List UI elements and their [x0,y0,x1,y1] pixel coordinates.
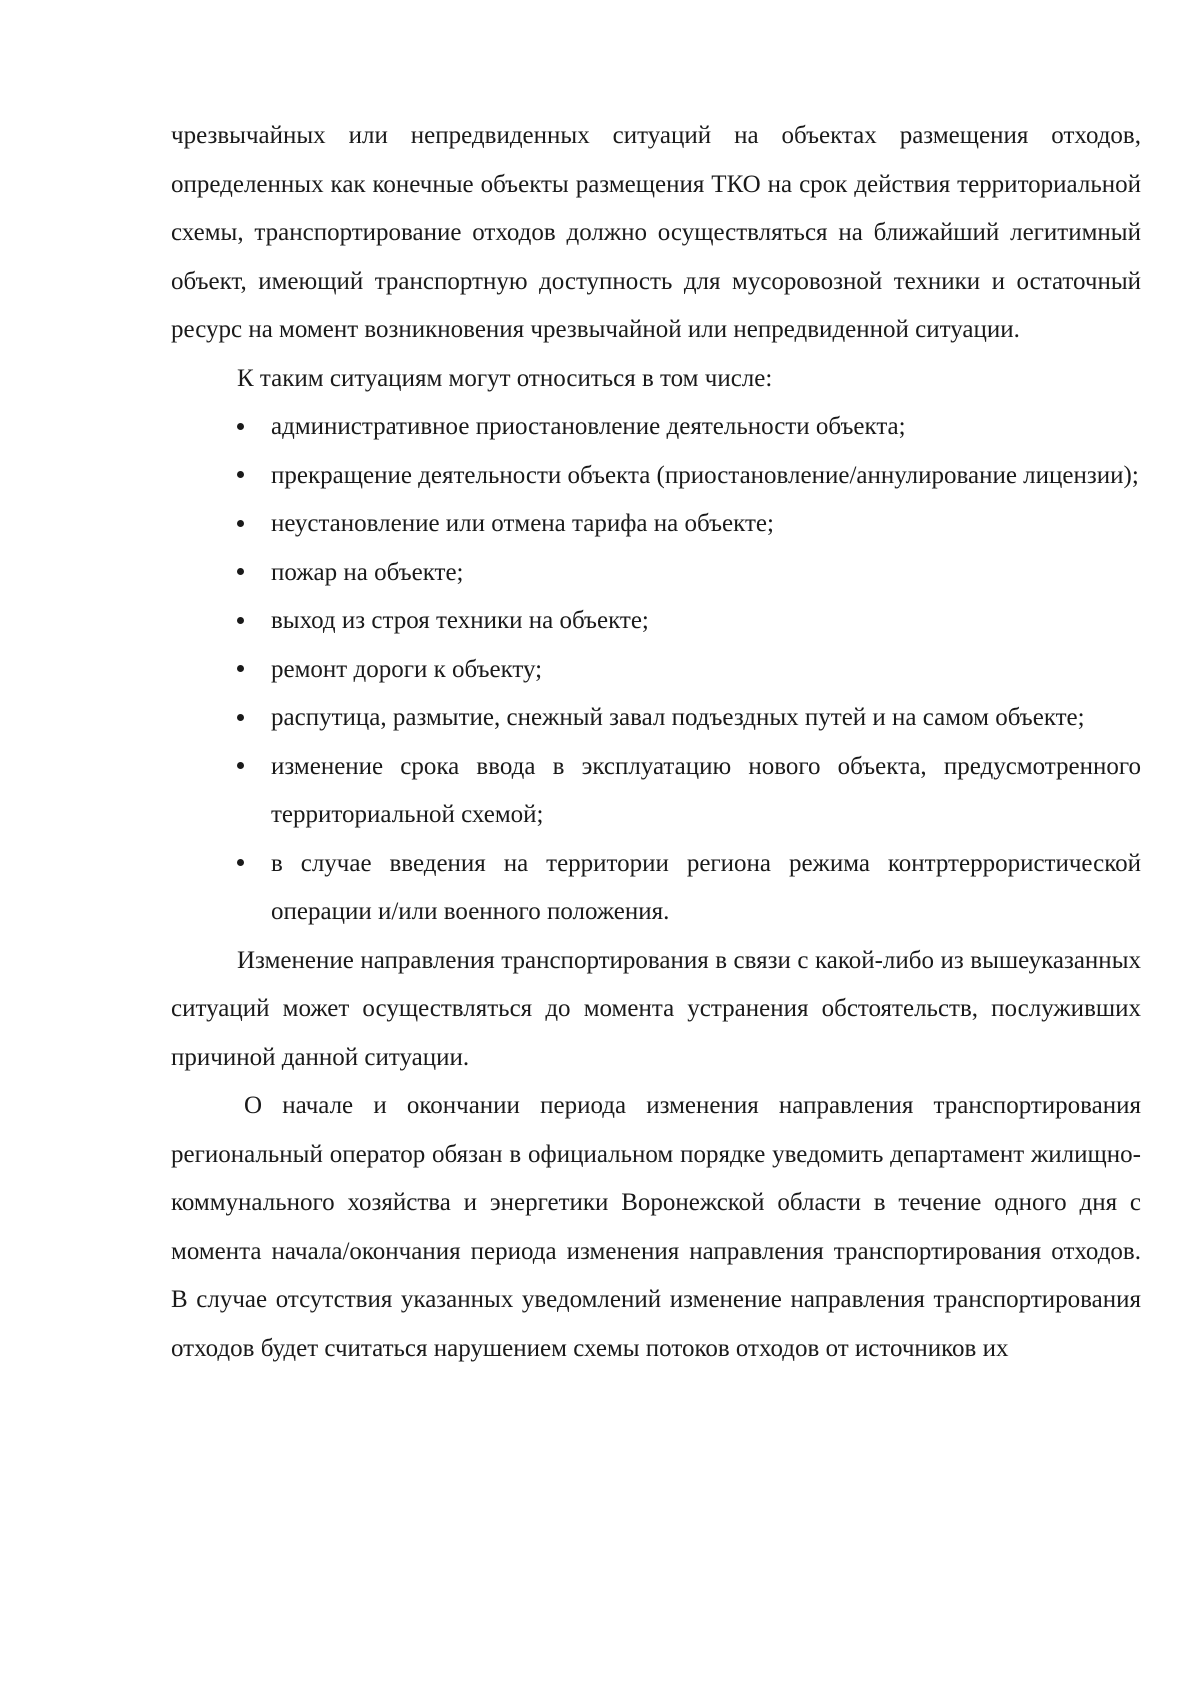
list-item [171,597,1141,646]
list-item [171,500,1141,549]
list-item [171,694,1141,743]
list-item [171,743,1141,840]
bullet-icon [237,694,257,743]
list-item [171,403,1141,452]
list-item [171,549,1141,598]
list-item-text: ремонт дороги к объекту; [271,655,543,683]
document-page [171,112,1141,1373]
list-item [171,452,1141,501]
change-paragraph: Изменение направления транспортирования в связи с какой-либо из вышеуказанных ситуаций может осуществляться до момента устранения обстоятельств, послуживших причиной данной ситуации. [171,946,1141,1071]
bullet-icon [237,403,257,452]
list-item-text: неустановление или отмена тарифа на объекте; [271,510,774,537]
list-item [171,840,1141,937]
bullet-icon [237,646,257,695]
notice-paragraph: О начале и окончании периода изменения направления транспортирования региональный оператор обязан в официальном порядке уведомить департамент жилищно-коммунального хозяйства и энергетики Воронежской области в течение одного дня с момента начала/окончания периода изменения направления транспортирования отходов. В случае отсутствия указанных уведомлений изменение направления транспортирования отходов будет считаться нарушением схемы потоков отходов от источников их [171,1092,1141,1362]
list-item-text: в случае введения на территории региона режима контртеррористической операции и/или военного положения. [271,849,1141,925]
list-item [171,646,1141,695]
bullet-icon [237,597,257,646]
bullet-icon [237,549,257,598]
list-item-text: изменение срока ввода в эксплуатацию нового объекта, предусмотренного территориальной схемой; [271,752,1141,828]
list-item-text: распутица, размытие, снежный завал подъездных путей и на самом объекте; [271,704,1085,731]
bullet-icon [237,500,257,549]
bullet-icon [237,452,257,501]
list-item-text: пожар на объекте; [271,558,464,586]
list-item-text: административное приостановление деятельности объекта; [271,413,906,440]
intro-paragraph: чрезвычайных или непредвиденных ситуаций на объектах размещения отходов, определенных как конечные объекты размещения ТКО на срок действия территориальной схемы, транспортирование отходов должно осуществляться на ближайший легитимный объект, имеющий транспортную доступность для мусоровозной техники и остаточный ресурс на момент возникновения чрезвычайной или непредвиденной ситуации. [171,122,1141,343]
situations-list [171,403,1141,937]
bullet-icon [237,743,257,792]
list-intro: К таким ситуациям могут относиться в том числе: [237,364,773,392]
bullet-icon [237,840,257,889]
list-item-text: прекращение деятельности объекта (приостановление/аннулирование лицензии); [271,461,1139,489]
list-item-text: выход из строя техники на объекте; [271,607,649,634]
